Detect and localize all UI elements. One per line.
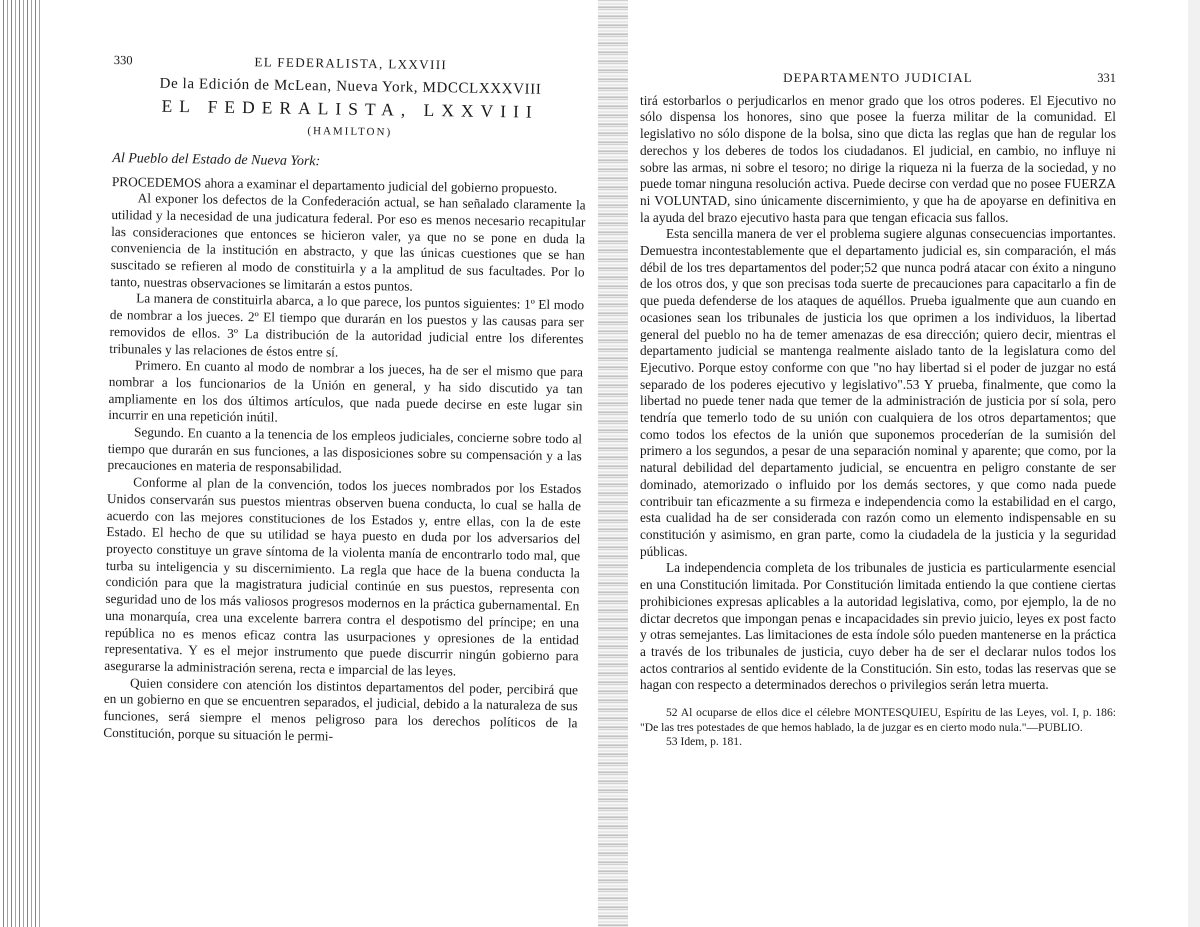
paragraph: tirá estorbarlos o perjudicarlos en menor grado que los otros poderes. El Ejecutivo no sólo dispensa los honores, sino que posee la fuerza militar de la comunidad. El legislativo no sólo dispone de la bolsa, sino que dicta las reglas que han de regular los derechos y los deberes de todos los ciudadanos. El judicial, en cambio, no influye ni sobre las armas, ni sobre el tesoro; no dirige la riqueza ni la fuerza de la sociedad, y no puede tomar ninguna resolución activa. Puede decirse con verdad que no posee FUERZA ni VOLUNTAD, sino únicamente discernimiento, y que ha de apoyarse en definitiva en la ayuda del brazo ejecutivo hasta para que tengan eficacia sus fallos. (640, 92, 1116, 225)
paragraph: Esta sencilla manera de ver el problema sugiere algunas consecuencias importantes. Demuestra incontestablemente que el departamento judicial es, sin comparación, el más débil de los tres departamentos del poder;52 que nunca podrá atacar con éxito a ninguno de los otros dos, y que son precisas toda suerte de precauciones para capacitarlo a fin de que pueda defenderse de los ataques de aquéllos. Prueba igualmente que aun cuando en ocasiones sean los tribunales de justicia los que oprimen a los individuos, la libertad general del pueblo no ha de temer amenazas de esa dirección; quiero decir, mientras el departamento judicial se mantenga realmente aislado tanto de la legislatura como del Ejecutivo. Porque estoy conforme con que "no hay libertad si el poder de juzgar no está separado de los poderes ejecutivo y legislativo".53 Y prueba, finalmente, que como la libertad no puede tener nada que temer de la administración de justicia por sí sola, pero tendría que temerlo todo de su unión con cualquiera de los otros departamentos; que como todos los efectos de la unión que suponemos procederían de la sumisión del primero a los segundos, a pesar de una separación nominal y aparente; que como, por la natural debilidad del departamento judicial, se encuentra en peligro constante de ser dominado, atemorizado o influido por los demás sectores, y que como nada puede contribuir tan eficazmente a su firmeza e independencia como la estabilidad en el cargo, esta cualidad ha de ser considerada con razón como un elemento indispensable en su constitución y asimismo, en gran parte, como la ciudadela de la justicia y la seguridad públicas. (640, 226, 1116, 559)
paragraph: La independencia completa de los tribunales de justicia es particularmente esencial en una Constitución limitada. Por Constitución limitada entiendo la que contiene ciertas prohibiciones expresas aplicables a la autoridad legislativa, como, por ejemplo, la de no dictar decretos que impongan penas e incapacidades sin previo juicio, leyes ex post facto y otras semejantes. Las limitaciones de esta índole sólo pueden mantenerse en la práctica a través de los tribunales de justicia, cuyo deber ha de ser el declarar nulos todos los actos contrarios al sentido evidente de la Constitución. Sin esto, todas las reservas que se hagan con respecto a determinados derechos o privilegios serán letra muerta. (640, 560, 1116, 693)
book-gutter (598, 0, 628, 927)
salutation: Al Pueblo del Estado de Nueva York: (112, 150, 321, 170)
edition-line: De la Edición de McLean, Nueva York, MDCCLXXXVIII (159, 75, 542, 98)
paragraph: La manera de constituirla abarca, a lo que parece, los puntos siguientes: 1º El modo de nombrar a los jueces. 2º El tiempo que durarán en los puestos y las causas para ser removidos de ellos. 3º La distribución de la autoridad judicial entre los diferentes tribunales y las relaciones de éstos entre sí. (109, 290, 585, 360)
footnote: 52 Al ocuparse de ellos dice el célebre MONTESQUIEU, Espíritu de las Leyes, vol. I, p. 186: "De las tres potestades de que hemos hablado, la de juzgar es en cierto modo nula."—PUBLIO. (640, 706, 1116, 734)
page-number-left: 330 (113, 52, 133, 68)
running-head-left: EL FEDERALISTA, LXXVIII (254, 54, 448, 73)
paragraph: Quien considere con atención los distintos departamentos del poder, percibirá que en un gobierno en que se encuentren separados, el judicial, debido a la naturaleza de sus funciones, será siempre el menos peligroso para los derechos políticos de la Constitución, porque su situación le permi- (103, 674, 579, 744)
right-page (640, 70, 1116, 750)
left-page (103, 52, 588, 749)
page-number-right: 331 (1097, 71, 1116, 85)
footnote: 53 Idem, p. 181. (666, 735, 742, 749)
paragraph: Primero. En cuanto al modo de nombrar a los jueces, ha de ser el mismo que para nombrar a los funcionarios de la Unión en general, y ha sido discutido ya tan ampliamente en los dos últimos artículos, que nada puede decirse en este lugar sin incurrir en una repetición inútil. (108, 357, 584, 425)
footnotes (640, 706, 1116, 750)
paragraph: PROCEDEMOS ahora a examinar el departamento judicial del gobierno propuesto. (111, 173, 558, 196)
author-line: (HAMILTON) (307, 125, 393, 139)
paragraph: Al exponer los defectos de la Confederación actual, se han señalado claramente la utilidad y la necesidad de una judicatura federal. Por eso es menos necesario recapitular las consideraciones que entonces se hicieron valer, ya que no se pone en duda la conveniencia de la institución en abstracto, y que las únicas cuestiones que se han suscitado se refieren al modo de constituirla y a la amplitud de sus facultades. Por lo tanto, nuestras observaciones se limitarán a estos puntos. (110, 190, 586, 294)
paragraph: Segundo. En cuanto a la tenencia de los empleos judiciales, concierne sobre todo al tiempo que durarán en sus funciones, a las disposiciones sobre su compensación y a las precauciones en materia de responsabilidad. (107, 424, 583, 477)
chapter-title: EL FEDERALISTA, LXXVIII (161, 96, 539, 123)
running-head-right: DEPARTAMENTO JUDICIAL (783, 70, 973, 85)
paragraph: Conforme al plan de la convención, todos los jueces nombrados por los Estados Unidos conservarán sus puestos mientras observen buena conducta, lo cual se halla de acuerdo con las mejores constituciones de los Estados y, entre ellas, con la de este Estado. El hecho de que su utilidad se haya puesto en duda por los adversarios del proyecto constituye un grave síntoma de la violenta manía de encontrarlo todo mal, que turba su inteligencia y su discernimiento. La regla que hace de la buena conducta la condición para que la magistratura judicial continúe en sus puestos, representa con seguridad uno de los más valiosos progresos modernos en la práctica gubernamental. En una monarquía, crea una excelente barrera contra el despotismo del príncipe; en una república no es menos eficaz contra las usurpaciones y opresiones de la entidad representativa. Y es el mejor instrumento que puede discurrir ningún gobierno para asegurarse la administración serena, recta e imparcial de las leyes. (104, 474, 582, 679)
book-edge-left (0, 0, 42, 927)
book-edge-right (1188, 0, 1200, 927)
